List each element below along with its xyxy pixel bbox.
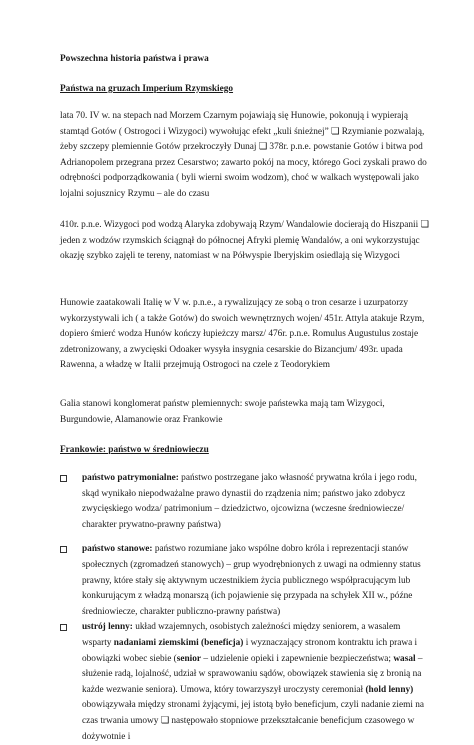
section-heading-empire: Państwa na gruzach Imperium Rzymskiego	[60, 84, 234, 94]
paragraph-gaul: Galia stanowi konglomerat państw plemiennych: swoje państewka mają tam Wizygoci, Burgundowie, Alamanowie oraz Frankowie	[60, 399, 385, 425]
term-definition: – udzielenie opieki i zapewnienie bezpieczeństwa;	[201, 653, 394, 664]
term-label: państwo patrymonialne:	[82, 473, 179, 483]
term-definition: obowiązywała między stronami żyjącymi, jej istotą było beneficjum, czyli nadanie ziemi na czas trwania umowy ❏ następowało stopniowe przekształcanie beneficjum czasowego w dożywotnie i	[82, 700, 425, 742]
term-emphasis: senior	[176, 653, 202, 664]
term-definition: państwo rozumiane jako wspólne dobro króla i reprezentacji stanów społecznych (zgromadzeń stanowych) – grup wyodrębnionych z uwagi na odmienny status prawny, które stały się aktywnym uczestnikiem życia publicznego współpracującym lub konkurującym z władzą monarszą (ich pojawienie się przypada na schyłek XII w., późne średniowiecze, charakter publiczno-prawny państwa)	[82, 544, 421, 617]
list-item	[60, 620, 432, 745]
term-definition: układ wzajemnych, osobistych zależności między seniorem, a wasalem wsparty	[82, 622, 401, 648]
document-title: Powszechna historia państwa i prawa	[60, 54, 209, 64]
paragraph-visigoths-vandals: 410r. p.n.e. Wizygoci pod wodzą Alaryka zdobywają Rzym/ Wandalowie docierają do Hiszpanii ❏ jeden z wodzów rzymskich ściągnął do północnej Afryki plemię Wandalów, a oni wykorzystując okazję szybko zajęli te tereny, natomiast w na Półwyspie Iberyjskim osiedlają się Wizygoci	[60, 220, 429, 262]
term-definition: – służenie radą, lojalność, udział w sprawowaniu sądów, obowiązek stawienia się z bronią na każde wezwanie seniora). Umowa, który towarzyszył uroczysty ceremoniał	[82, 653, 423, 695]
checkbox-bullet-icon	[60, 624, 67, 631]
definitions-list	[60, 471, 432, 745]
term-definition: państwo postrzegane jako własność prywatna króla i jego rodu, skąd wynikało niepodważalne prawo dynastii do rządzenia nim; państwo jako zdobycz zwycięskiego wodza/ patrimonium – dziedzictwo, ojcowizna (wczesne średniowiecze/ charakter prywatno-prawny państwa)	[82, 473, 417, 530]
term-emphasis: (hold lenny)	[365, 684, 414, 695]
term-emphasis: nadaniami ziemskimi (beneficja)	[113, 637, 244, 648]
checkbox-bullet-icon	[60, 546, 67, 553]
term-emphasis: wasal	[393, 653, 416, 664]
term-label: ustrój lenny:	[82, 622, 133, 633]
term-definition: i wyznaczający stronom kontraktu ich prawa i obowiązki wobec siebie (	[82, 637, 418, 664]
section-heading-franks: Frankowie: państwo w średniowieczu	[60, 445, 209, 455]
paragraph-huns-goths: lata 70. IV w. na stepach nad Morzem Czarnym pojawiają się Hunowie, pokonują i wypierają stamtąd Gotów ( Ostrogoci i Wizygoci) wywołując efekt „kuli śnieżnej” ❏ Rzymianie pozwalają, żeby szczepy plemiennie Gotów przekroczyły Dunaj ❏ 378r. p.n.e. powstanie Gotów i bitwa pod Adrianopolem przegrana przez Cesarstwo; zawarto pokój na mocy, którego Goci zyskali prawo do odrębności podporządkowania ( byli wierni swoim wodzom), choć w walkach występowali jako lojalni sojusznicy Rzymu – ale do czasu	[60, 111, 427, 199]
paragraph-fall-of-rome: Hunowie zaatakowali Italię w V w. p.n.e., a rywalizujący ze sobą o tron cesarze i uzurpatorzy wykorzystywali ich ( a także Gotów) do swoich wewnętrznych wojen/ 451r. Attyla atakuje Rzym, dopiero śmierć wodza Hunów kończy łupieżczy marsz/ 476r. p.n.e. Romulus Augustulus zostaje zdetronizowany, a zwycięski Odoaker wysyła insygnia cesarskie do Bizancjum/ 493r. upada Rawenna, a władzę w Italii przejmują Ostrogoci na czele z Teodorykiem	[60, 298, 425, 371]
checkbox-bullet-icon	[60, 475, 67, 482]
list-item	[60, 471, 432, 533]
list-item	[60, 542, 432, 620]
term-label: państwo stanowe:	[82, 544, 153, 555]
